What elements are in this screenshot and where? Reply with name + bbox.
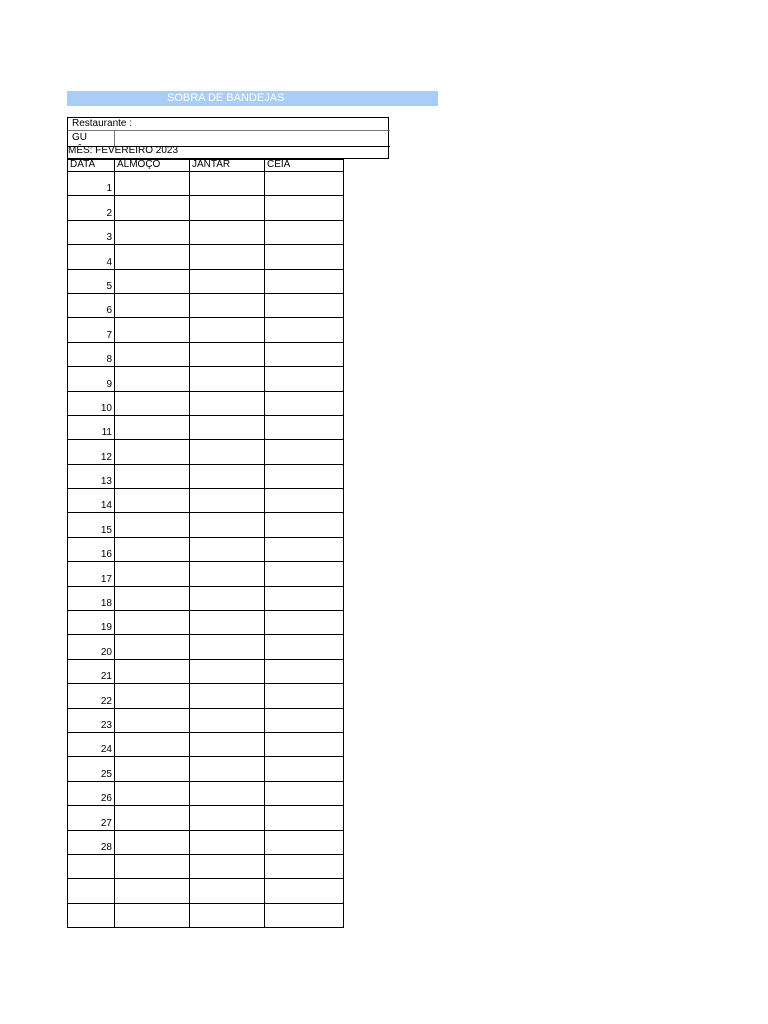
sheet-title: SOBRA DE BANDEJAS bbox=[167, 92, 285, 104]
ceia-cell[interactable] bbox=[265, 537, 344, 561]
table-row bbox=[68, 854, 344, 878]
restaurante-label: Restaurante : bbox=[72, 118, 133, 129]
almoco-cell[interactable] bbox=[115, 172, 190, 196]
table-row bbox=[68, 196, 344, 220]
table-row bbox=[68, 562, 344, 586]
almoco-cell[interactable] bbox=[115, 415, 190, 439]
header-ceia: CEIA bbox=[265, 160, 344, 172]
ceia-cell[interactable] bbox=[265, 269, 344, 293]
day-cell[interactable]: 18 bbox=[68, 586, 115, 610]
ceia-cell[interactable] bbox=[265, 830, 344, 854]
almoco-cell[interactable] bbox=[115, 586, 190, 610]
almoco-cell[interactable] bbox=[115, 903, 190, 927]
header-data: DATA bbox=[68, 160, 115, 172]
day-cell[interactable]: 21 bbox=[68, 659, 115, 683]
jantar-cell[interactable] bbox=[190, 318, 265, 342]
table-row bbox=[68, 611, 344, 635]
table-row bbox=[68, 464, 344, 488]
ceia-cell[interactable] bbox=[265, 391, 344, 415]
ceia-cell[interactable] bbox=[265, 196, 344, 220]
table-row bbox=[68, 879, 344, 903]
jantar-cell[interactable] bbox=[190, 732, 265, 756]
jantar-cell[interactable] bbox=[190, 342, 265, 366]
day-cell[interactable]: 22 bbox=[68, 684, 115, 708]
info-box bbox=[67, 117, 389, 159]
table-row bbox=[68, 293, 344, 317]
jantar-cell[interactable] bbox=[190, 854, 265, 878]
almoco-cell[interactable] bbox=[115, 367, 190, 391]
day-cell[interactable]: 23 bbox=[68, 708, 115, 732]
ceia-cell[interactable] bbox=[265, 220, 344, 244]
almoco-cell[interactable] bbox=[115, 537, 190, 561]
table-row bbox=[68, 757, 344, 781]
day-cell[interactable]: 17 bbox=[68, 562, 115, 586]
ceia-cell[interactable] bbox=[265, 659, 344, 683]
almoco-cell[interactable] bbox=[115, 489, 190, 513]
day-cell[interactable] bbox=[68, 879, 115, 903]
ceia-cell[interactable] bbox=[265, 781, 344, 805]
table-row bbox=[68, 513, 344, 537]
day-cell[interactable]: 15 bbox=[68, 513, 115, 537]
almoco-cell[interactable] bbox=[115, 220, 190, 244]
almoco-cell[interactable] bbox=[115, 196, 190, 220]
jantar-cell[interactable] bbox=[190, 391, 265, 415]
table-row bbox=[68, 342, 344, 366]
ceia-cell[interactable] bbox=[265, 806, 344, 830]
almoco-cell[interactable] bbox=[115, 342, 190, 366]
day-cell[interactable] bbox=[68, 854, 115, 878]
unit-value: GU bbox=[72, 132, 87, 143]
almoco-cell[interactable] bbox=[115, 684, 190, 708]
day-cell[interactable]: 27 bbox=[68, 806, 115, 830]
table-row bbox=[68, 708, 344, 732]
day-cell[interactable] bbox=[68, 903, 115, 927]
jantar-cell[interactable] bbox=[190, 635, 265, 659]
table-row bbox=[68, 586, 344, 610]
unit-cell[interactable] bbox=[68, 131, 115, 146]
ceia-cell[interactable] bbox=[265, 562, 344, 586]
day-cell[interactable]: 11 bbox=[68, 415, 115, 439]
table-body bbox=[68, 172, 344, 928]
day-cell[interactable]: 16 bbox=[68, 537, 115, 561]
jantar-cell[interactable] bbox=[190, 806, 265, 830]
almoco-cell[interactable] bbox=[115, 806, 190, 830]
day-cell[interactable]: 28 bbox=[68, 830, 115, 854]
ceia-cell[interactable] bbox=[265, 513, 344, 537]
month-label: MÊS: FEVEREIRO 2023 bbox=[68, 145, 179, 156]
ceia-cell[interactable] bbox=[265, 415, 344, 439]
table-row bbox=[68, 489, 344, 513]
table-row bbox=[68, 391, 344, 415]
table-row bbox=[68, 684, 344, 708]
table-row bbox=[68, 537, 344, 561]
almoco-cell[interactable] bbox=[115, 635, 190, 659]
day-cell[interactable]: 4 bbox=[68, 245, 115, 269]
almoco-cell[interactable] bbox=[115, 245, 190, 269]
ceia-cell[interactable] bbox=[265, 611, 344, 635]
almoco-cell[interactable] bbox=[115, 879, 190, 903]
jantar-cell[interactable] bbox=[190, 903, 265, 927]
day-cell[interactable]: 2 bbox=[68, 196, 115, 220]
jantar-cell[interactable] bbox=[190, 781, 265, 805]
day-cell[interactable]: 13 bbox=[68, 464, 115, 488]
ceia-cell[interactable] bbox=[265, 367, 344, 391]
jantar-cell[interactable] bbox=[190, 293, 265, 317]
month-row[interactable] bbox=[68, 147, 390, 159]
day-cell[interactable]: 3 bbox=[68, 220, 115, 244]
almoco-cell[interactable] bbox=[115, 562, 190, 586]
ceia-cell[interactable] bbox=[265, 318, 344, 342]
almoco-cell[interactable] bbox=[115, 830, 190, 854]
ceia-cell[interactable] bbox=[265, 684, 344, 708]
jantar-cell[interactable] bbox=[190, 537, 265, 561]
table-row bbox=[68, 415, 344, 439]
table-row bbox=[68, 830, 344, 854]
day-cell[interactable]: 24 bbox=[68, 732, 115, 756]
jantar-cell[interactable] bbox=[190, 245, 265, 269]
table-row bbox=[68, 635, 344, 659]
header-jantar: JANTAR bbox=[190, 160, 265, 172]
day-cell[interactable]: 6 bbox=[68, 293, 115, 317]
almoco-cell[interactable] bbox=[115, 781, 190, 805]
jantar-cell[interactable] bbox=[190, 586, 265, 610]
table-row bbox=[68, 220, 344, 244]
ceia-cell[interactable] bbox=[265, 903, 344, 927]
ceia-cell[interactable] bbox=[265, 854, 344, 878]
ceia-cell[interactable] bbox=[265, 489, 344, 513]
almoco-cell[interactable] bbox=[115, 318, 190, 342]
almoco-cell[interactable] bbox=[115, 513, 190, 537]
jantar-cell[interactable] bbox=[190, 879, 265, 903]
jantar-cell[interactable] bbox=[190, 611, 265, 635]
almoco-cell[interactable] bbox=[115, 708, 190, 732]
jantar-cell[interactable] bbox=[190, 562, 265, 586]
jantar-cell[interactable] bbox=[190, 708, 265, 732]
table-row bbox=[68, 806, 344, 830]
jantar-cell[interactable] bbox=[190, 415, 265, 439]
jantar-cell[interactable] bbox=[190, 830, 265, 854]
day-cell[interactable]: 7 bbox=[68, 318, 115, 342]
tray-table bbox=[67, 159, 344, 928]
jantar-cell[interactable] bbox=[190, 513, 265, 537]
almoco-cell[interactable] bbox=[115, 854, 190, 878]
day-cell[interactable]: 9 bbox=[68, 367, 115, 391]
day-cell[interactable]: 14 bbox=[68, 489, 115, 513]
day-cell[interactable]: 19 bbox=[68, 611, 115, 635]
restaurante-row[interactable] bbox=[68, 118, 390, 131]
table-row bbox=[68, 245, 344, 269]
ceia-cell[interactable] bbox=[265, 586, 344, 610]
almoco-cell[interactable] bbox=[115, 269, 190, 293]
almoco-cell[interactable] bbox=[115, 391, 190, 415]
ceia-cell[interactable] bbox=[265, 879, 344, 903]
ceia-cell[interactable] bbox=[265, 342, 344, 366]
table-row bbox=[68, 367, 344, 391]
ceia-cell[interactable] bbox=[265, 172, 344, 196]
ceia-cell[interactable] bbox=[265, 293, 344, 317]
table-row bbox=[68, 781, 344, 805]
jantar-cell[interactable] bbox=[190, 440, 265, 464]
table-row bbox=[68, 172, 344, 196]
jantar-cell[interactable] bbox=[190, 367, 265, 391]
day-cell[interactable]: 25 bbox=[68, 757, 115, 781]
jantar-cell[interactable] bbox=[190, 196, 265, 220]
table-row bbox=[68, 732, 344, 756]
title-bar bbox=[67, 91, 438, 106]
header-row bbox=[68, 160, 344, 172]
jantar-cell[interactable] bbox=[190, 489, 265, 513]
jantar-cell[interactable] bbox=[190, 659, 265, 683]
jantar-cell[interactable] bbox=[190, 220, 265, 244]
day-cell[interactable]: 10 bbox=[68, 391, 115, 415]
header-almoco: ALMOÇO bbox=[115, 160, 190, 172]
ceia-cell[interactable] bbox=[265, 440, 344, 464]
table-row bbox=[68, 659, 344, 683]
day-cell[interactable]: 20 bbox=[68, 635, 115, 659]
day-cell[interactable]: 5 bbox=[68, 269, 115, 293]
tray-leftover-grid bbox=[67, 159, 344, 928]
day-cell[interactable]: 26 bbox=[68, 781, 115, 805]
table-row bbox=[68, 903, 344, 927]
almoco-cell[interactable] bbox=[115, 440, 190, 464]
day-cell[interactable]: 12 bbox=[68, 440, 115, 464]
day-cell[interactable]: 8 bbox=[68, 342, 115, 366]
almoco-cell[interactable] bbox=[115, 732, 190, 756]
ceia-cell[interactable] bbox=[265, 757, 344, 781]
day-cell[interactable]: 1 bbox=[68, 172, 115, 196]
almoco-cell[interactable] bbox=[115, 293, 190, 317]
jantar-cell[interactable] bbox=[190, 269, 265, 293]
ceia-cell[interactable] bbox=[265, 635, 344, 659]
almoco-cell[interactable] bbox=[115, 757, 190, 781]
ceia-cell[interactable] bbox=[265, 732, 344, 756]
jantar-cell[interactable] bbox=[190, 684, 265, 708]
almoco-cell[interactable] bbox=[115, 464, 190, 488]
ceia-cell[interactable] bbox=[265, 245, 344, 269]
table-row bbox=[68, 269, 344, 293]
table-row bbox=[68, 318, 344, 342]
jantar-cell[interactable] bbox=[190, 757, 265, 781]
jantar-cell[interactable] bbox=[190, 172, 265, 196]
jantar-cell[interactable] bbox=[190, 464, 265, 488]
table-row bbox=[68, 440, 344, 464]
ceia-cell[interactable] bbox=[265, 464, 344, 488]
ceia-cell[interactable] bbox=[265, 708, 344, 732]
almoco-cell[interactable] bbox=[115, 659, 190, 683]
almoco-cell[interactable] bbox=[115, 611, 190, 635]
